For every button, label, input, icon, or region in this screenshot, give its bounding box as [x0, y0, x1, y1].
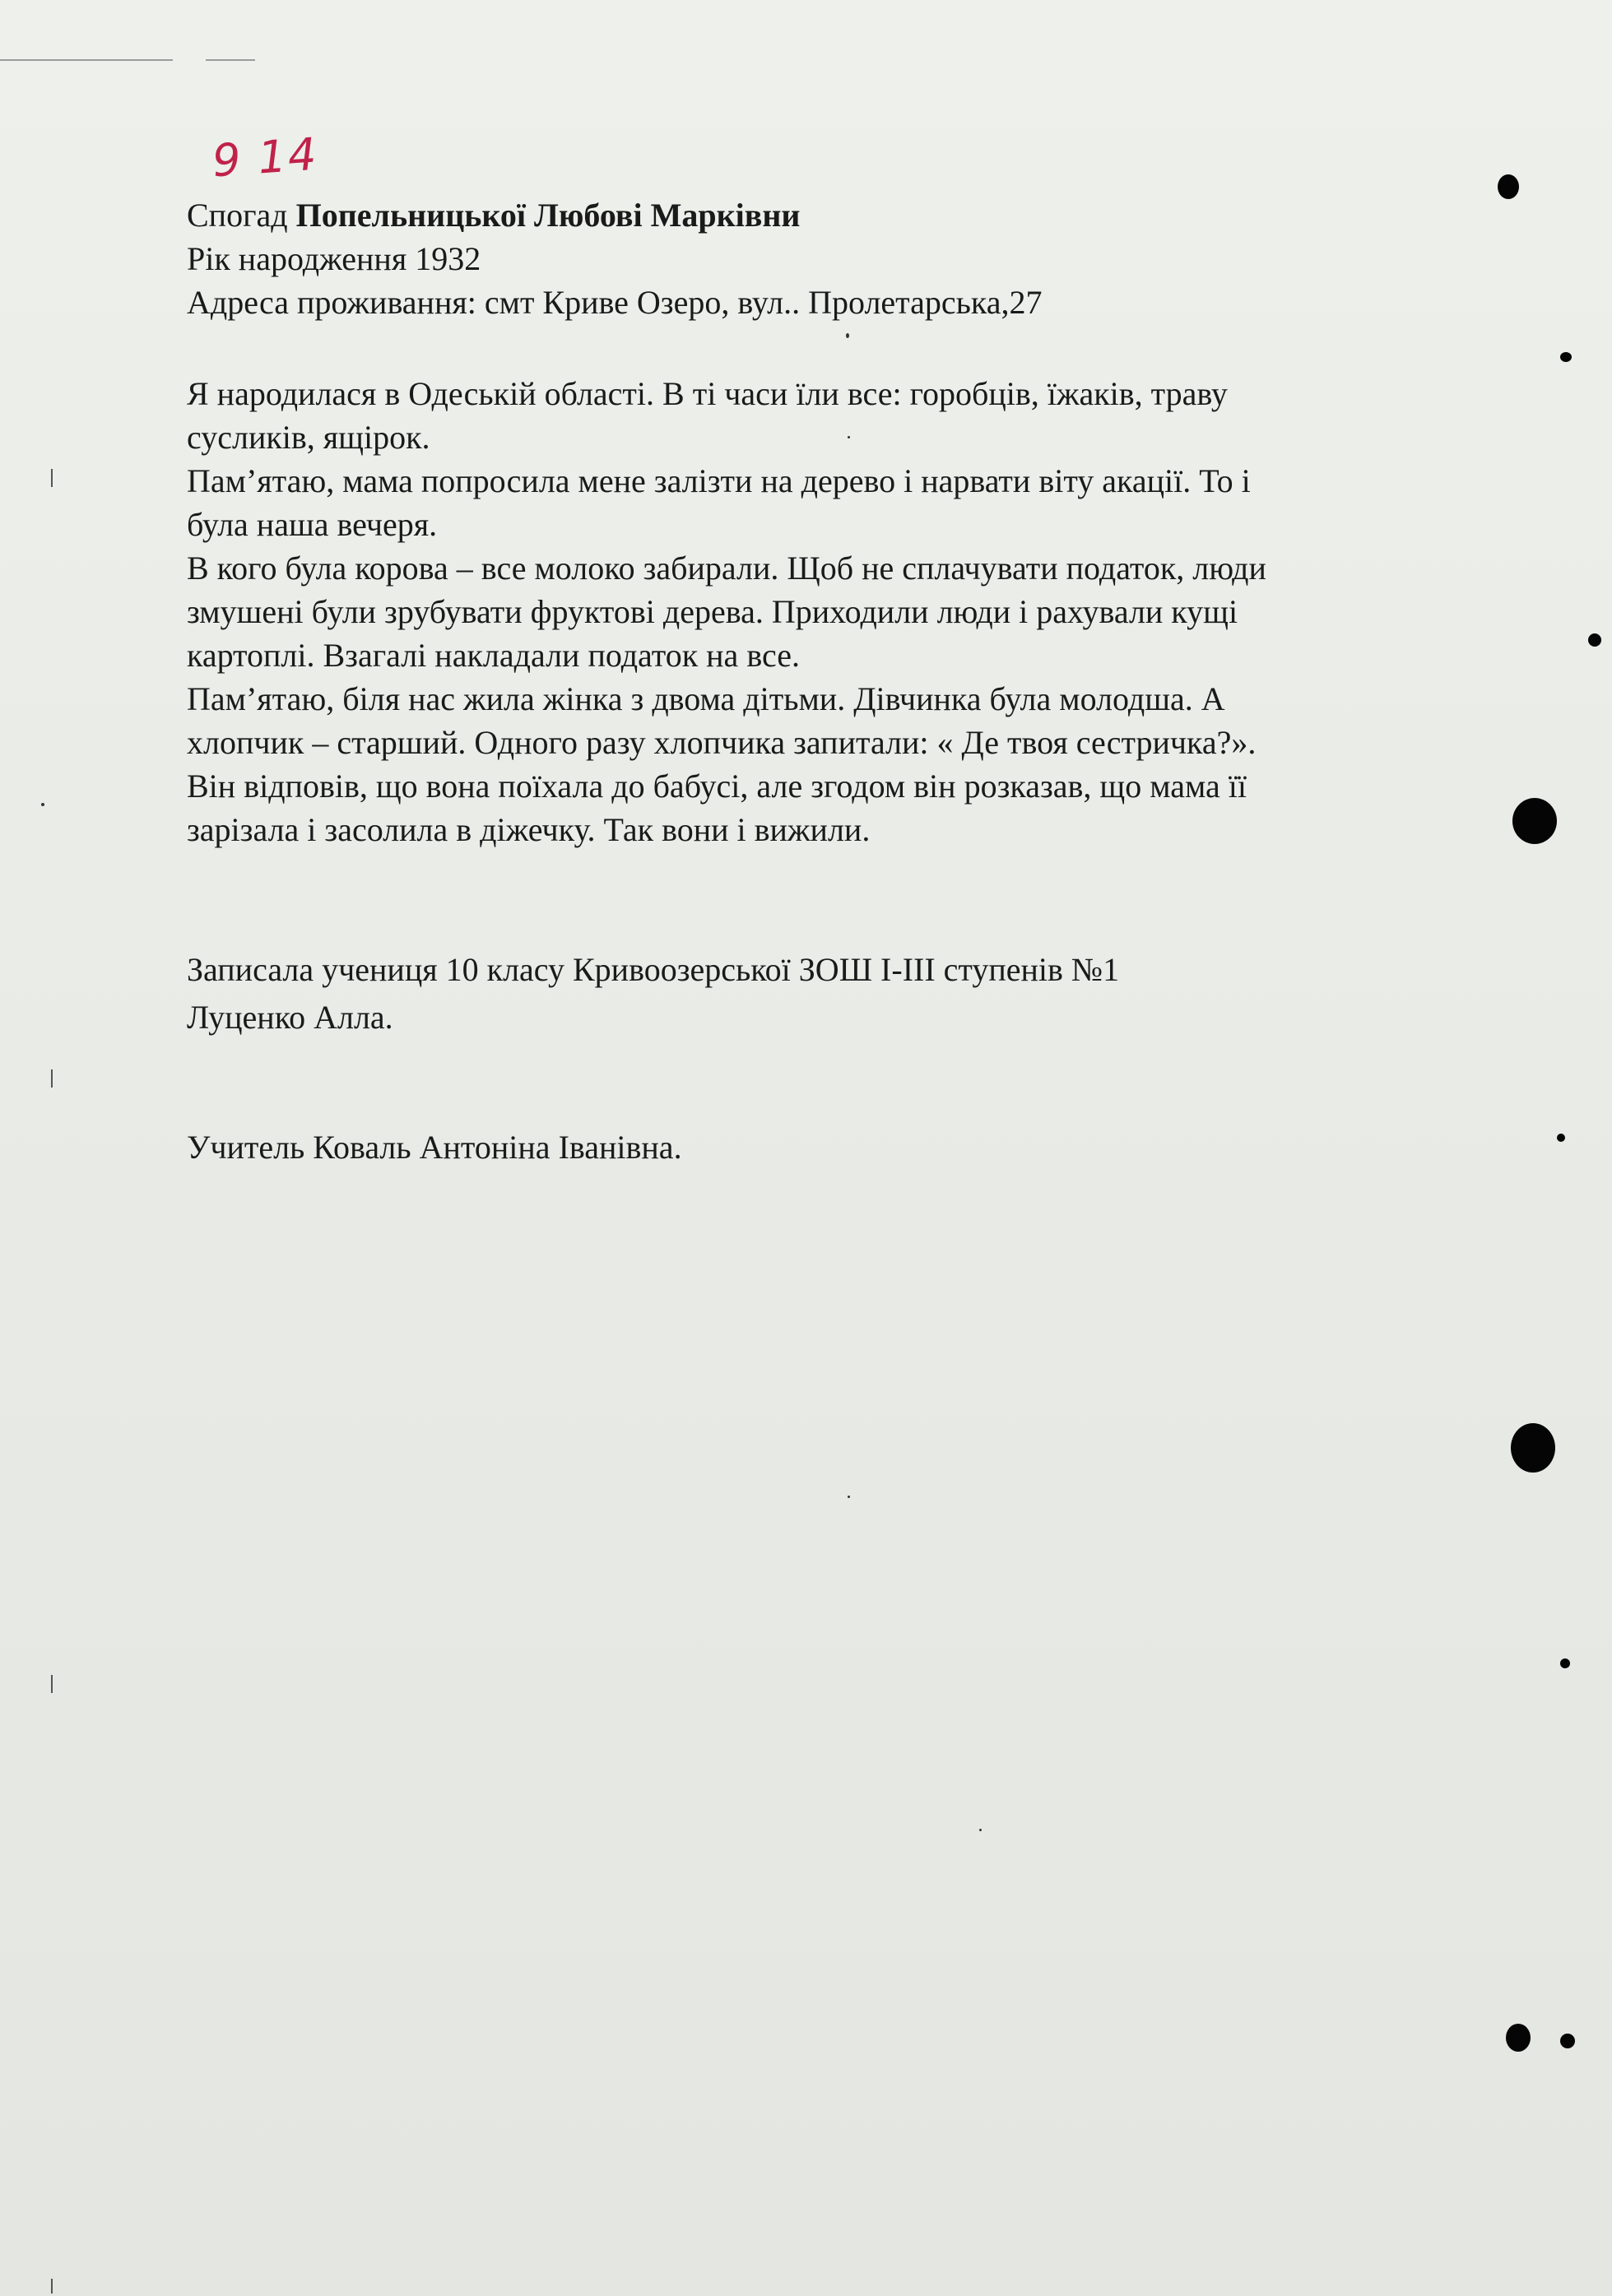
- scan-edge-mark: [0, 59, 173, 61]
- margin-tick: [51, 469, 53, 487]
- scan-speck: [979, 1829, 982, 1831]
- title-line: [187, 193, 1503, 237]
- punch-hole-mark: [1588, 633, 1601, 647]
- scan-speck: [846, 333, 849, 338]
- punch-hole-mark: [1560, 352, 1572, 362]
- text-line: Він відповів, що вона поїхала до бабусі, але згодом він розказав, що мама її: [187, 768, 1247, 805]
- punch-hole-mark: [1557, 1134, 1565, 1142]
- birth-year: Рік народження 1932: [187, 240, 481, 277]
- title-name: Попельницької Любові Марківни: [295, 197, 801, 234]
- punch-hole: [1511, 1423, 1555, 1473]
- scan-edge-mark-short: [206, 59, 255, 61]
- text-line: Пам’ятаю, біля нас жила жінка з двома дітьми. Дівчинка була молодша. А: [187, 680, 1225, 717]
- recorder-block: [187, 946, 1119, 1041]
- margin-tick: [51, 1069, 53, 1088]
- recorder-line: Записала учениця 10 класу Кривоозерської ЗОШ І-ІІІ ступенів №1: [187, 951, 1120, 988]
- scan-speck: [848, 1496, 850, 1498]
- title-prefix: Спогад: [187, 197, 296, 234]
- teacher-line: Учитель Коваль Антоніна Іванівна.: [187, 1129, 682, 1166]
- text-line: змушені були зрубувати фруктові дерева. Приходили люди і рахували кущі: [187, 593, 1238, 630]
- text-line: зарізала і засолила в діжечку. Так вони і вижили.: [187, 811, 871, 848]
- handwritten-archive-number: 9 14: [210, 128, 320, 188]
- address: Адреса проживання: смт Криве Озеро, вул.. Пролетарська,27: [187, 284, 1043, 321]
- margin-tick: [51, 2279, 53, 2294]
- scan-speck: [41, 803, 44, 806]
- punch-hole-mark: [1506, 2024, 1531, 2052]
- text-line: хлопчик – старший. Одного разу хлопчика запитали: « Де твоя сестричка?».: [187, 724, 1257, 761]
- scan-speck: [848, 436, 850, 438]
- text-line: Пам’ятаю, мама попросила мене залізти на дерево і нарвати віту акації. То і: [187, 462, 1251, 499]
- punch-hole: [1512, 798, 1557, 844]
- margin-tick: [51, 1675, 53, 1693]
- text-line: була наша вечеря.: [187, 506, 438, 543]
- recorder-name: Луценко Алла.: [187, 999, 393, 1036]
- document-header: [187, 193, 1503, 324]
- memoir-text: [187, 372, 1503, 851]
- punch-hole-mark: [1498, 174, 1519, 199]
- text-line: Я народилася в Одеській області. В ті часи їли все: горобців, їжаків, траву: [187, 375, 1228, 412]
- text-line: В кого була корова – все молоко забирали. Щоб не сплачувати податок, люди: [187, 550, 1266, 587]
- punch-hole-mark: [1560, 2034, 1575, 2048]
- text-line: картоплі. Взагалі накладали податок на все.: [187, 637, 800, 674]
- text-line: сусликів, ящірок.: [187, 419, 430, 456]
- punch-hole-mark: [1560, 1658, 1570, 1668]
